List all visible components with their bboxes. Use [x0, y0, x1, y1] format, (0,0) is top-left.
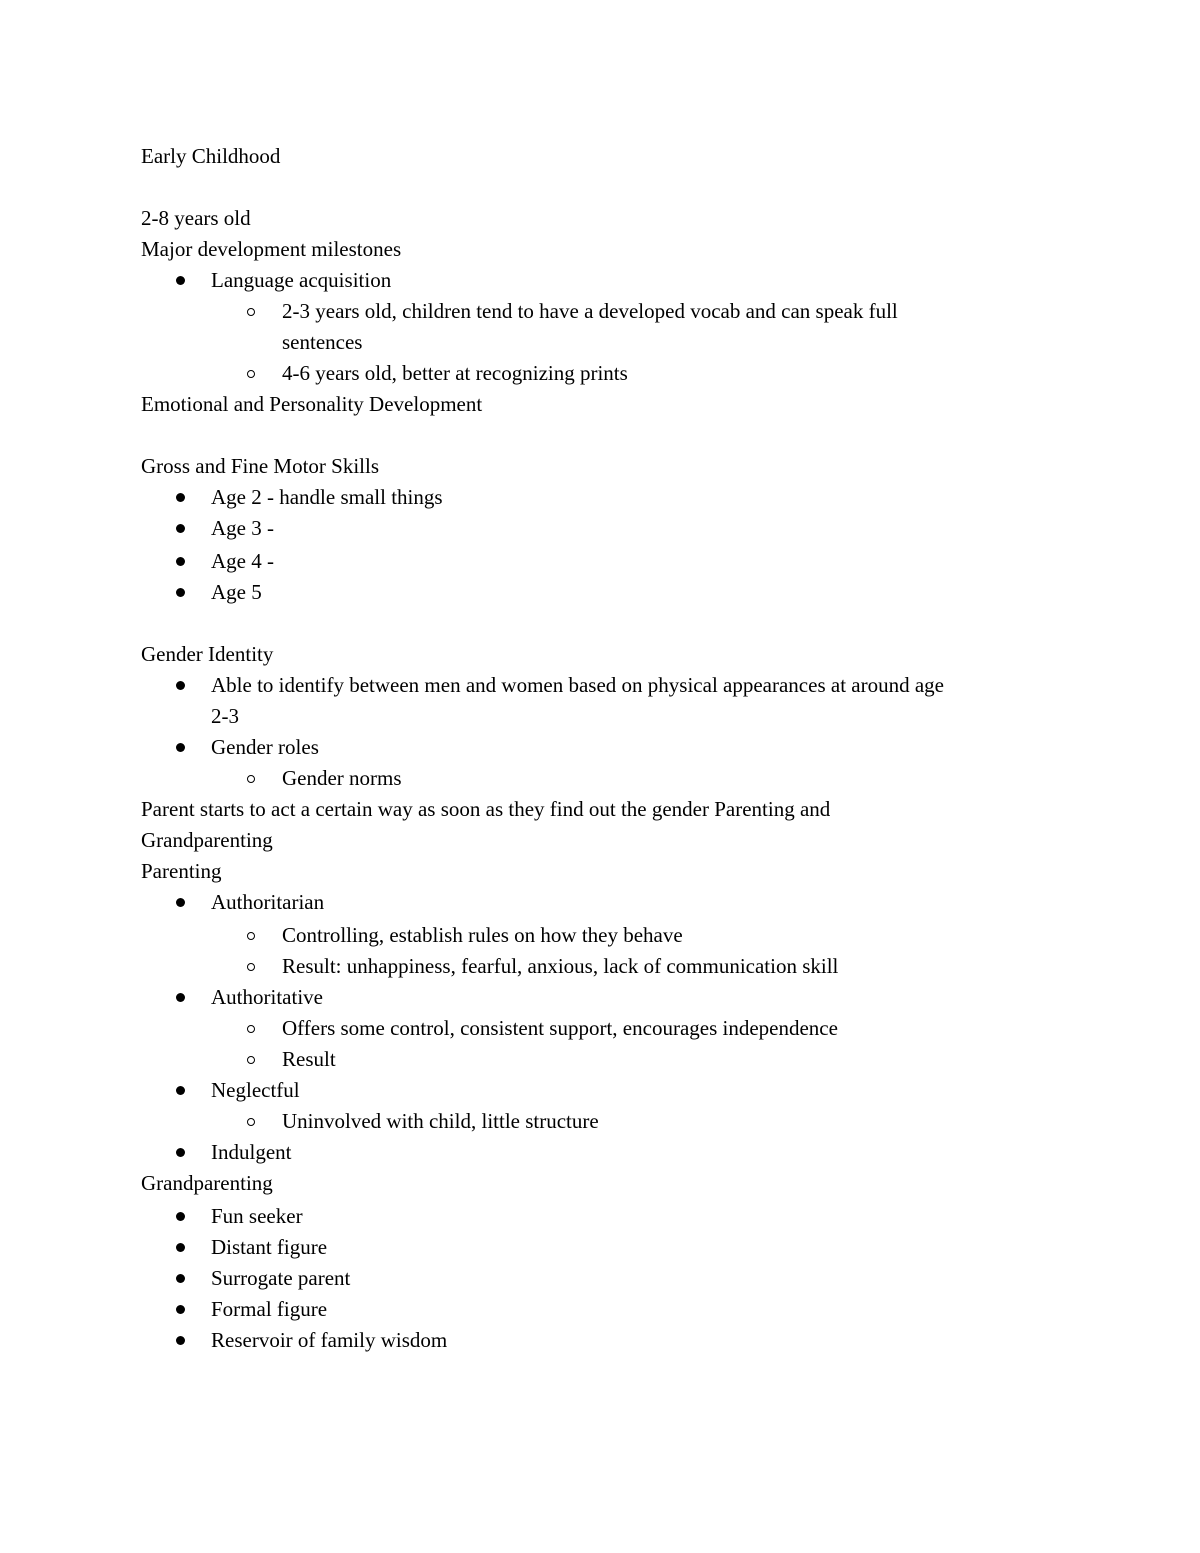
- list-item: Age 5: [211, 580, 262, 604]
- list-subitem: Gender norms: [282, 766, 402, 790]
- list-item: Gender roles: [211, 735, 319, 759]
- list-item: Indulgent: [211, 1140, 292, 1164]
- emotional-heading: Emotional and Personality Development: [141, 392, 483, 416]
- parent-note: Parent starts to act a certain way as soon as they find out the gender Parenting and: [141, 797, 831, 821]
- list-item: Formal figure: [211, 1297, 328, 1321]
- list-item: Surrogate parent: [211, 1266, 351, 1290]
- milestones-heading: Major development milestones: [141, 237, 402, 261]
- grandparenting-heading: Grandparenting: [141, 1171, 273, 1195]
- list-subitem: Controlling, establish rules on how they behave: [282, 923, 683, 947]
- parenting-heading: Parenting: [141, 859, 222, 883]
- list-item: Able to identify between men and women based on physical appearances at around age: [211, 673, 944, 697]
- list-item: Age 4 -: [211, 549, 274, 573]
- list-item: Neglectful: [211, 1078, 300, 1102]
- parent-note-continuation: Grandparenting: [141, 828, 273, 852]
- list-item-continuation: 2-3: [211, 704, 239, 728]
- list-item: Authoritative: [211, 985, 323, 1009]
- list-item: Fun seeker: [211, 1204, 303, 1228]
- list-subitem: 2-3 years old, children tend to have a developed vocab and can speak full: [282, 299, 898, 323]
- gender-heading: Gender Identity: [141, 642, 274, 666]
- list-item: Reservoir of family wisdom: [211, 1328, 448, 1352]
- list-subitem-continuation: sentences: [282, 330, 363, 354]
- list-subitem: 4-6 years old, better at recognizing prints: [282, 361, 628, 385]
- list-subitem: Uninvolved with child, little structure: [282, 1109, 599, 1133]
- list-subitem: Result: unhappiness, fearful, anxious, lack of communication skill: [282, 954, 839, 978]
- age-range: 2-8 years old: [141, 206, 251, 230]
- list-item: Age 2 - handle small things: [211, 485, 443, 509]
- list-item: Authoritarian: [211, 890, 325, 914]
- document-title: Early Childhood: [141, 144, 281, 168]
- motor-heading: Gross and Fine Motor Skills: [141, 454, 380, 478]
- list-subitem: Offers some control, consistent support, encourages independence: [282, 1016, 838, 1040]
- list-subitem: Result: [282, 1047, 336, 1071]
- list-item: Distant figure: [211, 1235, 328, 1259]
- list-item-language: Language acquisition: [211, 268, 392, 292]
- list-item: Age 3 -: [211, 516, 274, 540]
